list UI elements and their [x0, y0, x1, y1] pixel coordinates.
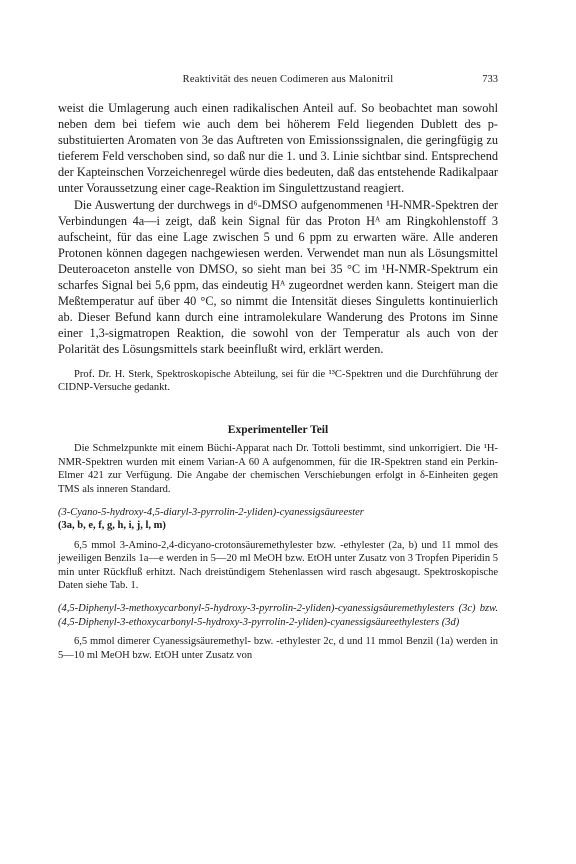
paragraph-nmr-auswertung: Die Auswertung der durchwegs in d⁶-DMSO aufgenommenen ¹H-NMR-Spektren der Verbindungen 4a—i zeigt, daß kein Signal für das Proton Hᴬ am Ringkohlenstoff 3 aufscheint, für das eine Lage zwischen 5 und 6 ppm zu erwarten wäre. Alle anderen Protonen können dagegen nachgewiesen werden. Verwendet man nun als Lösungsmittel Deuteroaceton anstelle von DMSO, so sieht man bei 35 °C im ¹H-NMR-Spektrum ein scharfes Signal bei 5,6 ppm, das eindeutig Hᴬ zugeordnet werden kann. Steigert man die Meßtemperatur auf über 40 °C, so nimmt die Intensität dieses Singuletts kontinuierlich ab. Dieser Befund kann durch eine intramolekulare Wanderung des Protons im Sinne einer 1,3-sigmatropen Reaktion, die sowohl von der Temperatur als auch von der Polarität des Lösungsmittels stark beeinflußt wird, erklärt werden. — [58, 197, 498, 357]
compound-heading-3a-codes: (3a, b, e, f, g, h, i, j, l, m) — [58, 520, 166, 532]
article-body — [58, 100, 498, 662]
section-title: Experimenteller Teil — [227, 424, 329, 437]
compound-heading-3a-name: (3-Cyano-5-hydroxy-4,5-diaryl-3-pyrrolin-2-yliden)-cyanessigsäureester — [58, 506, 364, 518]
paragraph-methoden: Die Schmelzpunkte mit einem Büchi-Apparat nach Dr. Tottoli bestimmt, sind unkorrigiert. Die ¹H-NMR-Spektren wurden mit einem Varian-A 60 A aufgenommen, für die IR-Spektren stand ein Perkin-Elmer 421 zur Verfügung. Die Angabe der chemischen Verschiebungen erfolgt in δ-Einheiten gegen TMS als inneren Standard. — [58, 443, 498, 495]
paragraph-synthese-3a: 6,5 mmol 3-Amino-2,4-dicyano-crotonsäuremethylester bzw. -ethylester (2a, b) und 11 mmol des jeweiligen Benzils 1a—e werden in 5—20 ml MeOH bzw. EtOH unter Zusatz von 3 Tropfen Piperidin 5 min unter Rückfluß erhitzt. Nach dreistündigem Stehenlassen wird rasch abgesaugt. Spektroskopische Daten siehe Tab. 1. — [58, 539, 498, 591]
paragraph-umlagerung: weist die Umlagerung auch einen radikalischen Anteil auf. So beobachtet man sowohl neben dem bei tiefem wie auch dem bei höherem Feld liegenden Dublett des p-substituierten Aromaten von 3e das Auftreten von Emissionssignalen, die geringfügig zu tieferem Feld verschoben sind, so daß nur die 1. und 3. Linie sichtbar sind. Entsprechend der Kapteinschen Vorzeichenregel würde dies bedeuten, daß das entstehende Radikalpaar unter Voraussetzung einer cage-Reaktion im Singulettzustand reagiert. — [58, 101, 498, 196]
running-head-title: Reaktivität des neuen Codimeren aus Malonitril — [182, 74, 394, 85]
compound-heading-3a — [58, 506, 498, 533]
running-head — [60, 74, 516, 88]
compound-heading-3c-3d: (4,5-Diphenyl-3-methoxycarbonyl-5-hydroxy-3-pyrrolin-2-yliden)-cyanessigsäuremethylesters (3c) bzw. (4,5-Diphenyl-3-ethoxycarbonyl-5-hydroxy-3-pyrrolin-2-yliden)-cyanessigsäureethylesters (3d) — [58, 603, 498, 628]
acknowledgement: Prof. Dr. H. Sterk, Spektroskopische Abteilung, sei für die ¹³C-Spektren und die Durchführung der CIDNP-Versuche gedankt. — [58, 368, 498, 393]
paragraph-synthese-3c: 6,5 mmol dimerer Cyanessigsäuremethyl- bzw. -ethylester 2c, d und 11 mmol Benzil (1a) werden in 5—10 ml MeOH bzw. EtOH unter Zusatz von — [58, 636, 498, 661]
page-number: 733 — [482, 74, 498, 85]
